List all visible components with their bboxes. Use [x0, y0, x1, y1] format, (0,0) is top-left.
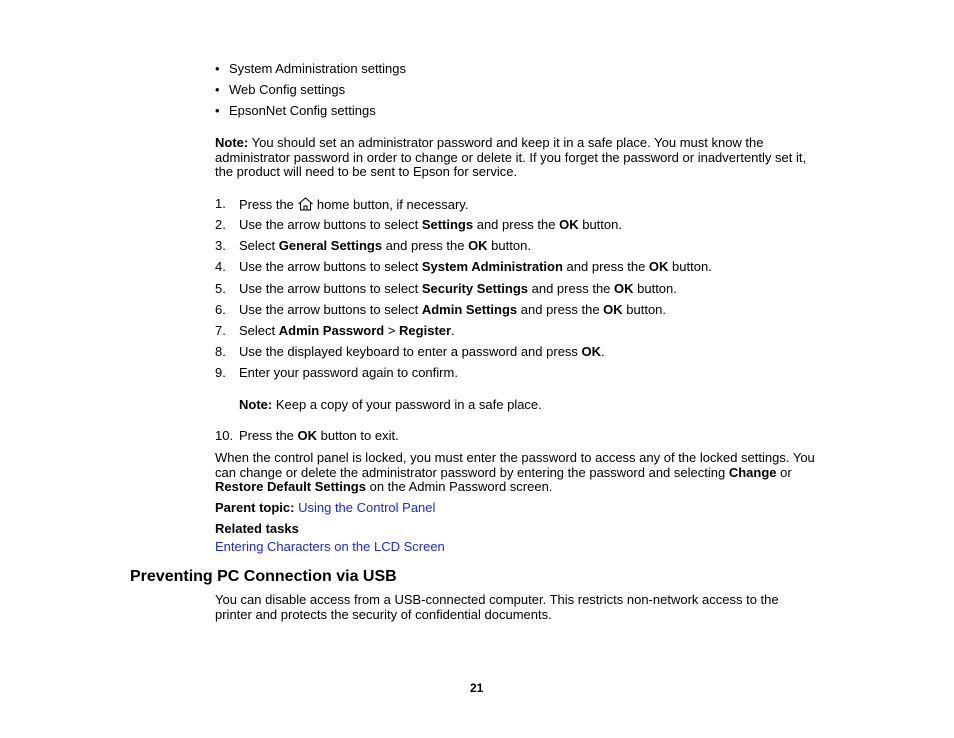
step-number: 4.	[215, 259, 226, 274]
step-text: Enter your password again to confirm.	[239, 365, 458, 380]
parent-topic-link[interactable]: Using the Control Panel	[298, 500, 436, 515]
note-text: administrator password in order to change or delete it. If you forget the password or inadvertently set it,	[215, 149, 807, 165]
step-text: Use the arrow buttons to select Admin Settings and press the OK button.	[239, 302, 667, 317]
note-label: Note:	[239, 397, 273, 412]
step-number: 1.	[215, 196, 226, 211]
step-number: 5.	[215, 281, 226, 296]
step-text: Use the arrow buttons to select Settings and press the OK button.	[239, 217, 622, 232]
step-number: 8.	[215, 344, 226, 359]
note-text: Keep a copy of your password in a safe place.	[275, 397, 542, 412]
step-number: 2.	[215, 217, 226, 232]
page-number: 21	[470, 681, 484, 695]
step-number: 6.	[215, 302, 226, 317]
password-copy-note	[239, 398, 542, 413]
bullet-marker: •	[215, 61, 220, 76]
bullet-marker: •	[215, 103, 220, 118]
note-label: Note:	[215, 135, 249, 150]
bullet-item: System Administration settings	[229, 61, 407, 76]
related-task-link[interactable]: Entering Characters on the LCD Screen	[215, 539, 445, 554]
step-number: 10.	[215, 428, 234, 443]
step-text: Press the home button, if necessary.	[239, 197, 469, 212]
note-text: You should set an administrator password and keep it in a safe place. You must know the	[251, 135, 764, 150]
step-text: Select General Settings and press the OK button.	[239, 238, 531, 253]
note-text: the product will need to be sent to Epson for service.	[215, 164, 518, 179]
step-text: Select Admin Password > Register.	[239, 323, 455, 338]
step-text: Use the arrow buttons to select Security Settings and press the OK button.	[239, 281, 677, 296]
step-text: Press the OK button to exit.	[239, 428, 399, 443]
step-number: 9.	[215, 365, 226, 380]
related-tasks-heading: Related tasks	[215, 521, 299, 536]
parent-topic-label: Parent topic:	[215, 500, 295, 515]
step-text: Use the arrow buttons to select System Administration and press the OK button.	[239, 259, 712, 274]
section-heading: Preventing PC Connection via USB	[130, 568, 397, 585]
step-number: 7.	[215, 323, 226, 338]
step-number: 3.	[215, 238, 226, 253]
parent-topic	[215, 501, 435, 516]
home-icon	[297, 197, 314, 211]
bullet-item: EpsonNet Config settings	[229, 103, 376, 118]
bullet-item: Web Config settings	[229, 82, 346, 97]
bullet-marker: •	[215, 82, 220, 97]
step-text: Use the displayed keyboard to enter a password and press OK.	[239, 344, 605, 359]
